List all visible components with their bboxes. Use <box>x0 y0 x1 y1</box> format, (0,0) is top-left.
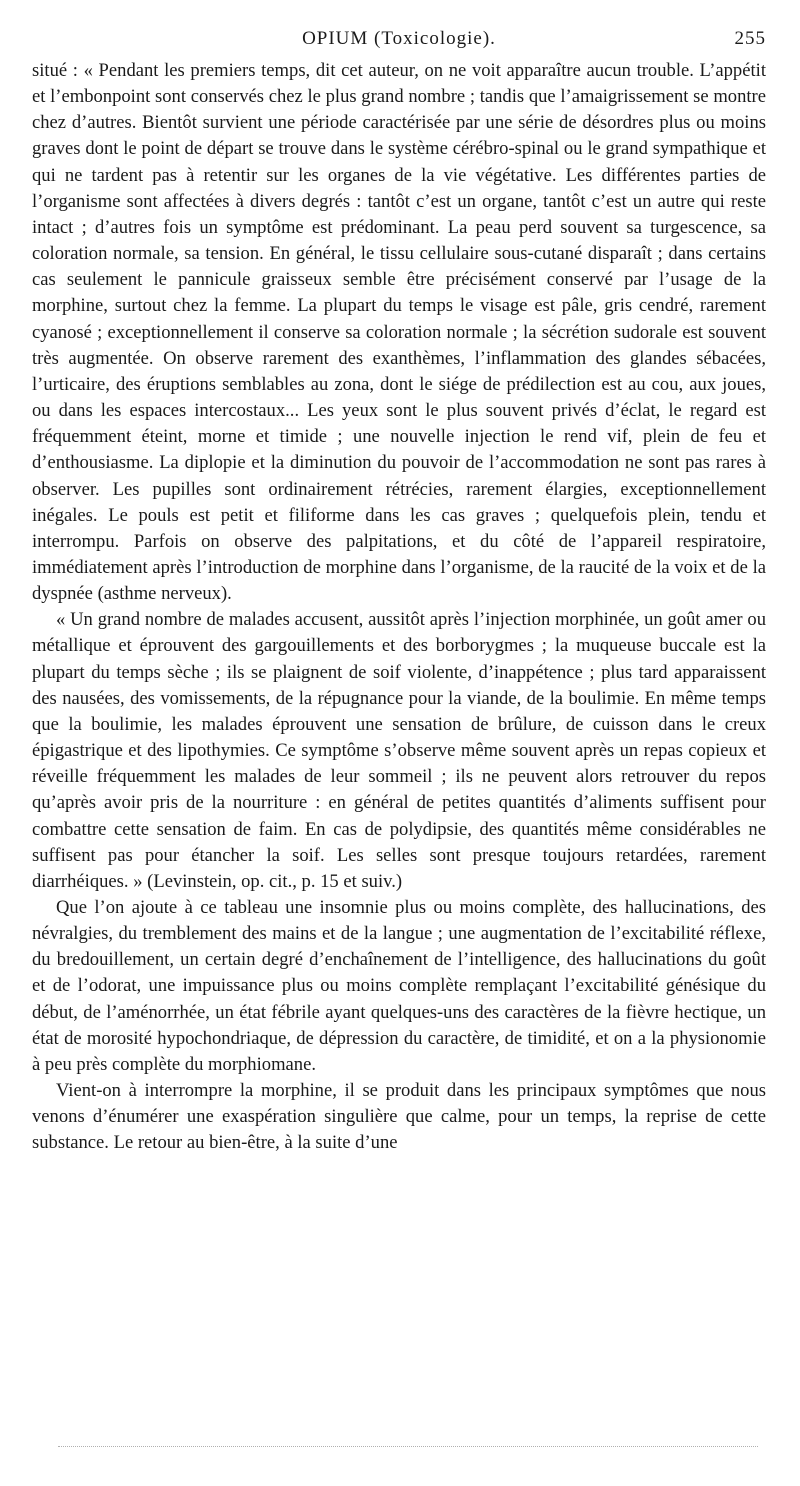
running-head <box>32 28 766 58</box>
book-page <box>32 28 766 1157</box>
footer-rule <box>58 1446 758 1447</box>
paragraph-3: Que l’on ajoute à ce tableau une insomnie plus ou moins complète, des hallucinations, des névralgies, du tremblement des mains et de la langue ; une augmentation de l’excitabilité réflexe, du bredouillement, un certain degré d’enchaînement de l’intelligence, des hallucinations du goût et de l’odorat, une impuissance plus ou moins complète remplaçant l’excitabilité génésique du début, de l’aménorrhée, un état fébrile ayant quelques-uns des caractères de la fièvre hectique, un état de morosité hypochondriaque, de dépression du caractère, de timidité, et on a la physionomie à peu près complète du morphiomane. <box>32 897 766 1075</box>
body-text <box>32 58 766 1157</box>
page-number: 255 <box>734 28 766 49</box>
running-title: OPIUM (Toxicologie). <box>302 28 496 49</box>
paragraph-2: « Un grand nombre de malades accusent, aussitôt après l’injection morphinée, un goût amer ou métallique et éprouvent des gargouillements et des borborygmes ; la muqueuse buccale est la plupart du temps sèche ; ils se plaignent de soif violente, d’inappétence ; plus tard apparaissent des nausées, des vomissements, de la répugnance pour la viande, de la boulimie. En même temps que la boulimie, les malades éprouvent une sensation de brûlure, de cuisson dans le creux épigastrique et des lipothymies. Ce symptôme s’observe même souvent après un repas copieux et réveille fréquemment les malades de leur sommeil ; ils ne peuvent alors retrouver du repos qu’après avoir pris de la nourriture : en général de petites quantités d’aliments suffisent pour combattre cette sensation de faim. En cas de polydipsie, des quantités même considérables ne suffisent pas pour étancher la soif. Les selles sont presque toujours retardées, rarement diarrhéiques. » (Levinstein, op. cit., p. 15 et suiv.) <box>32 609 766 892</box>
paragraph-1: situé : « Pendant les premiers temps, dit cet auteur, on ne voit apparaître aucun trouble. L’appétit et l’embonpoint sont conservés chez le plus grand nombre ; tandis que l’amaigrissement se montre chez d’autres. Bientôt survient une période caractérisée par une série de désordres plus ou moins graves dont le point de départ se trouve dans le système cérébro-spinal ou le grand sympathique et qui ne tardent pas à retentir sur les organes de la vie végétative. Les différentes parties de l’organisme sont affectées à divers degrés : tantôt c’est un organe, tantôt c’est un autre qui reste intact ; d’autres fois un symptôme est prédominant. La peau perd souvent sa turgescence, sa coloration normale, sa tension. En général, le tissu cellulaire sous-cutané disparaît ; dans certains cas seulement le pannicule graisseux semble être précisément conservé par l’usage de la morphine, surtout chez la femme. La plupart du temps le visage est pâle, gris cendré, rarement cyanosé ; exceptionnellement il conserve sa coloration normale ; la sécrétion sudorale est souvent très augmentée. On observe rarement des exanthèmes, l’inflammation des glandes sébacées, l’urticaire, des éruptions semblables au zona, dont le siége de prédilection est au cou, aux joues, ou dans les espaces intercostaux... Les yeux sont le plus souvent privés d’éclat, le regard est fréquemment éteint, morne et timide ; une nouvelle injection le rend vif, plein de feu et d’enthousiasme. La diplopie et la diminution du pouvoir de l’accommodation ne sont pas rares à observer. Les pupilles sont ordinairement rétrécies, rarement élargies, exceptionnellement inégales. Le pouls est petit et filiforme dans les cas graves ; quelquefois plein, tendu et interrompu. Parfois on observe des palpitations, et du côté de l’appareil respiratoire, immédiatement après l’introduction de morphine dans l’organisme, de la raucité de la voix et de la dyspnée (asthme nerveux). <box>32 60 766 605</box>
paragraph-4: Vient-on à interrompre la morphine, il se produit dans les principaux symptômes que nous venons d’énumérer une exaspération singulière que calme, pour un temps, la reprise de cette substance. Le retour au bien-être, à la suite d’une <box>32 1080 766 1154</box>
